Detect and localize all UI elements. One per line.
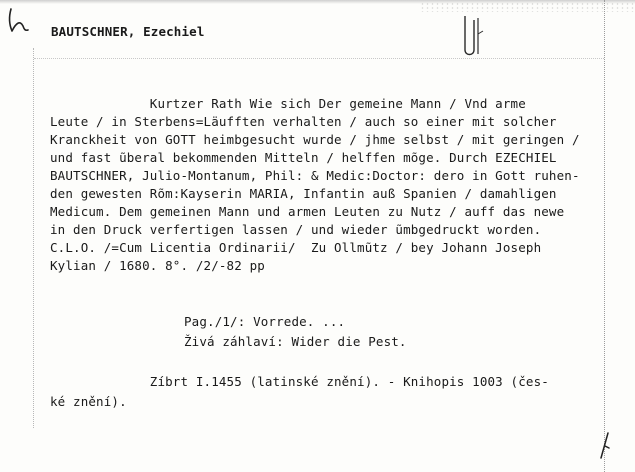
- detail-line: Živá záhlaví: Wider die Pest.: [184, 334, 407, 349]
- body-line: in den Druck verfertigen lassen / und wieder ũmbgedruckt worden.: [50, 222, 542, 237]
- right-margin-rule: [604, 0, 606, 472]
- paper-clip-mark-icon: [460, 14, 490, 60]
- body-line: Leute / in Sterbens=Läufften verhalten / auch so einer mit solcher: [50, 114, 557, 129]
- top-rule: [34, 58, 604, 59]
- citation-line: Zíbrt I.1455 (latinské znění). - Knihopis 1003 (čes-: [50, 374, 549, 389]
- body-line: und fast ũberal bekommenden Mitteln / helffen mõge. Durch EZECHIEL: [50, 150, 557, 165]
- citation-line: ké znění).: [50, 394, 127, 409]
- handwritten-mark-icon: [4, 6, 34, 36]
- body-line: C.L.O. /=Cum Licentia Ordinarii/ Zu Ollmũtz / bey Johann Joseph: [50, 240, 542, 255]
- card-heading: BAUTSCHNER, Ezechiel: [51, 24, 205, 39]
- scan-noise: [420, 2, 635, 12]
- body-line: Medicum. Dem gemeinen Mann und armen Leuten zu Nutz / auff das newe: [50, 204, 565, 219]
- body-line: BAUTSCHNER, Julio-Montanum, Phil: & Medic:Doctor: dero in Gott ruhen-: [50, 168, 580, 183]
- body-line: Kylian / 1680. 8°. /2/-82 pp: [50, 258, 265, 273]
- body-line: Kurtzer Rath Wie sich Der gemeine Mann / Vnd arme: [50, 96, 526, 111]
- pen-stroke-mark-icon: [598, 430, 612, 460]
- body-line: Kranckheit von GOTT heimbgesucht wurde / jhme selbst / mit geringen /: [50, 132, 580, 147]
- detail-line: Pag./1/: Vorrede. ...: [184, 314, 346, 329]
- body-line: den gewesten Rõm:Kayserin MARIA, Infantin auß Spanien / damahligen: [50, 186, 557, 201]
- left-margin-rule: [33, 48, 35, 428]
